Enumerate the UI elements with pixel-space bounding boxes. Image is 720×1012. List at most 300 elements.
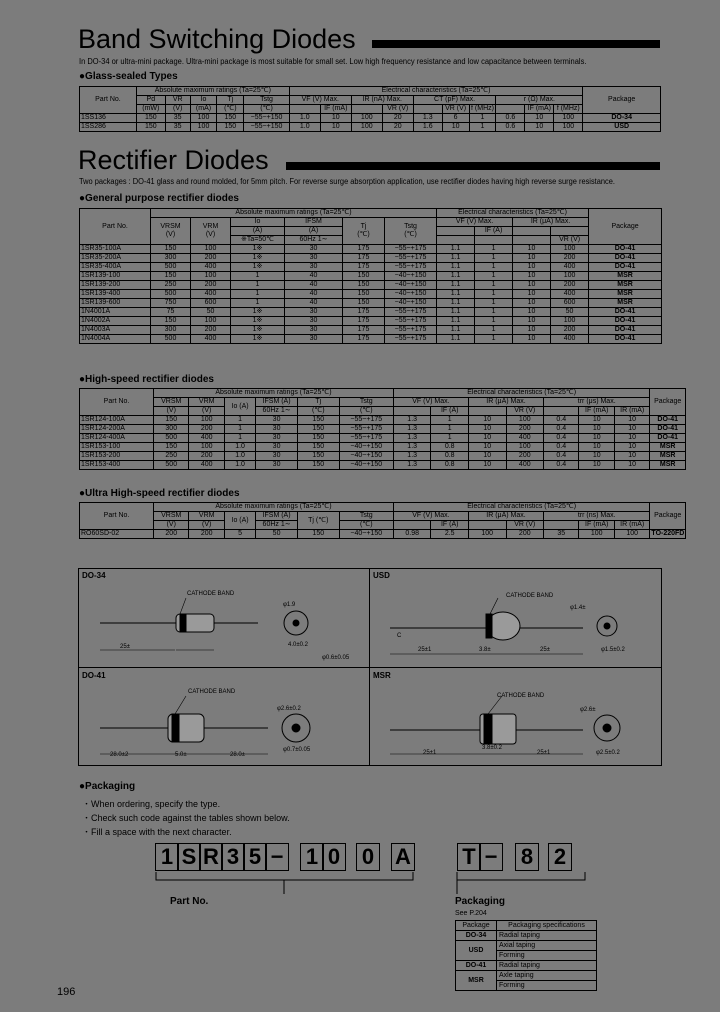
- table-row: [80, 123, 661, 132]
- table-cell: 100: [579, 530, 614, 539]
- table-cell: 1.0: [289, 114, 320, 123]
- code-char: A: [391, 843, 415, 871]
- do34-dim-1: φ1.9: [283, 602, 296, 608]
- table-cell: 150: [343, 281, 385, 290]
- uhs-table: [79, 502, 686, 539]
- table-cell: 1※: [231, 326, 285, 335]
- table-row: [80, 317, 662, 326]
- band-note: In DO-34 or ultra-mini package. Ultra-mini package is most suitable for small set. Low high frequency resistance and low capacitance between terminals.: [79, 57, 587, 66]
- table-row: [80, 308, 662, 317]
- table-cell: 10: [468, 452, 506, 461]
- table-cell: 1SR124-400A: [80, 434, 154, 443]
- table-cell: 1: [475, 326, 513, 335]
- hs-h-trr-ir: IR (mA): [614, 407, 649, 416]
- packaging-item-2: ・Check such code against the tables shown below.: [82, 813, 290, 823]
- table-cell: 1※: [231, 254, 285, 263]
- code-char: R: [199, 843, 223, 871]
- table-cell: 175: [343, 308, 385, 317]
- table-cell: 1: [475, 272, 513, 281]
- table-cell: 1.0: [224, 443, 255, 452]
- table-cell: 10: [468, 434, 506, 443]
- band-h-io: Io: [190, 96, 217, 105]
- table-cell: 10: [468, 425, 506, 434]
- table-cell: 600: [191, 299, 231, 308]
- table-cell: 10: [513, 317, 551, 326]
- hs-h-vrm-u: (V): [189, 407, 224, 416]
- table-cell: 20: [382, 123, 413, 132]
- code-char: 3: [221, 843, 245, 871]
- table-cell: 300: [151, 326, 191, 335]
- code-char: T: [457, 843, 481, 871]
- hs-h-tj-u: (℃): [297, 407, 339, 416]
- do41-dim-4: 28.0±: [230, 752, 245, 758]
- usd-dim-2: 25±1: [418, 647, 432, 653]
- table-cell: 200: [154, 530, 189, 539]
- table-cell: 100: [551, 245, 589, 254]
- band-h-pkg: Package: [583, 87, 661, 114]
- table-cell: 0.98: [393, 530, 431, 539]
- band-h-r: r (Ω) Max.: [496, 96, 583, 105]
- packaging-item-1: ・When ordering, specify the type.: [82, 799, 221, 809]
- hs-h-tstg-u: (℃): [339, 407, 393, 416]
- table-cell: MSR: [589, 281, 662, 290]
- table-cell: 30: [285, 254, 343, 263]
- uhs-h-vrm-u: (V): [189, 521, 224, 530]
- table-row: [80, 114, 661, 123]
- band-section-title: ●Glass-sealed Types: [79, 71, 178, 82]
- table-cell: 0.4: [544, 443, 579, 452]
- table-cell: 1※: [231, 317, 285, 326]
- gp-h-ifsm-u: (A): [285, 227, 343, 236]
- uhs-h-abs: Absolute maximum ratings (Ta=25℃): [154, 503, 394, 512]
- table-cell: 150: [217, 123, 244, 132]
- table-cell: 1N4004A: [80, 335, 151, 344]
- table-cell: 150: [297, 443, 339, 452]
- code-char: −: [479, 843, 503, 871]
- table-row: [80, 434, 686, 443]
- table-cell: 1: [475, 281, 513, 290]
- table-cell: 100: [190, 123, 217, 132]
- table-cell: 10: [614, 434, 649, 443]
- table-cell: 1: [475, 308, 513, 317]
- table-cell: 6: [442, 114, 469, 123]
- table-cell: 1SS136: [80, 114, 137, 123]
- table-cell: 1SR139-100: [80, 272, 151, 281]
- table-cell: 400: [189, 434, 224, 443]
- usd-cathode-band: [486, 614, 492, 638]
- do34-dim-2: 25±: [120, 644, 130, 650]
- gp-h-vr: VR (V): [551, 236, 589, 245]
- uhs-h-trr: trr (ns) Max.: [544, 512, 650, 521]
- do41-dim-3: 5.0±: [175, 752, 187, 758]
- table-cell: −40~+150: [339, 461, 393, 470]
- band-h-vf-u: IF (mA): [320, 105, 351, 114]
- table-cell: 1※: [231, 263, 285, 272]
- table-cell: −55~+175: [385, 317, 437, 326]
- table-cell: 0.4: [544, 416, 579, 425]
- table-cell: MSR: [650, 452, 686, 461]
- table-cell: 30: [256, 416, 298, 425]
- code-char: 2: [548, 843, 572, 871]
- table-row: [80, 443, 686, 452]
- table-cell: 175: [343, 254, 385, 263]
- table-cell: 175: [343, 326, 385, 335]
- code-char: −: [265, 843, 289, 871]
- table-cell: 600: [551, 299, 589, 308]
- pk-cell: Axial taping: [497, 941, 597, 951]
- table-cell: 1: [475, 290, 513, 299]
- code-char: 0: [322, 843, 346, 871]
- part-no-label: Part No.: [170, 896, 209, 907]
- hs-h-abs: Absolute maximum ratings (Ta=25℃): [154, 389, 394, 398]
- table-cell: USD: [583, 123, 661, 132]
- table-cell: DO-41: [589, 245, 662, 254]
- table-cell: 1.3: [393, 461, 431, 470]
- table-row: [80, 263, 662, 272]
- table-cell: 100: [190, 114, 217, 123]
- table-cell: 400: [506, 461, 544, 470]
- usd-dim-1: φ1.4±: [570, 605, 586, 611]
- table-cell: MSR: [589, 299, 662, 308]
- table-cell: 30: [285, 245, 343, 254]
- do34-dim-4: φ0.6±0.05: [322, 655, 350, 661]
- table-cell: 1SR139-200: [80, 281, 151, 290]
- table-cell: 10: [579, 443, 614, 452]
- table-cell: 150: [343, 272, 385, 281]
- table-cell: 1.0: [224, 452, 255, 461]
- table-cell: 200: [191, 254, 231, 263]
- table-cell: 1N4001A: [80, 308, 151, 317]
- table-cell: 500: [151, 290, 191, 299]
- hs-h-part: Part No.: [80, 389, 154, 416]
- table-cell: 30: [256, 443, 298, 452]
- band-h-vr-u: (V): [165, 105, 190, 114]
- table-cell: 1.6: [413, 123, 442, 132]
- packaging-title: ●Packaging: [79, 781, 136, 792]
- uhs-h-io: Io (A): [224, 512, 255, 530]
- hs-h-vrm: VRM: [189, 398, 224, 407]
- table-cell: 1.3: [393, 452, 431, 461]
- table-cell: 100: [506, 443, 544, 452]
- uhs-h-ir: IR (μA) Max.: [468, 512, 543, 521]
- gp-h-tj: Tj (℃): [343, 218, 385, 245]
- table-cell: 30: [256, 434, 298, 443]
- uhs-h-part: Part No.: [80, 503, 154, 530]
- table-cell: DO-41: [650, 434, 686, 443]
- table-cell: 0.4: [544, 452, 579, 461]
- msr-band-label: CATHODE BAND: [497, 693, 545, 699]
- band-h-ct-u1: VR (V): [442, 105, 469, 114]
- band-title-bar: [372, 40, 660, 48]
- band-table: [79, 86, 661, 132]
- table-cell: 10: [579, 452, 614, 461]
- table-row: [80, 416, 686, 425]
- table-cell: 10: [468, 461, 506, 470]
- table-cell: 40: [285, 290, 343, 299]
- table-cell: 40: [285, 299, 343, 308]
- table-cell: 10: [513, 272, 551, 281]
- band-h-ct: CT (pF) Max.: [413, 96, 496, 105]
- table-cell: DO-41: [589, 308, 662, 317]
- table-cell: 1: [231, 272, 285, 281]
- table-cell: 200: [506, 530, 544, 539]
- table-cell: 1SR124-200A: [80, 425, 154, 434]
- band-h-tj-u: (℃): [217, 105, 244, 114]
- do41-band-label: CATHODE BAND: [188, 689, 236, 695]
- table-cell: 30: [285, 263, 343, 272]
- packaging-label: Packaging: [455, 896, 506, 907]
- table-cell: 10: [513, 308, 551, 317]
- table-cell: DO-41: [650, 425, 686, 434]
- uhs-h-tj: Tj (℃): [297, 512, 339, 530]
- do34-label: DO-34: [82, 571, 106, 580]
- table-cell: 200: [191, 326, 231, 335]
- table-cell: 1.1: [437, 290, 475, 299]
- table-cell: 1: [475, 299, 513, 308]
- table-cell: 1: [475, 245, 513, 254]
- table-cell: −40~+150: [385, 299, 437, 308]
- table-cell: 750: [151, 299, 191, 308]
- see-page: See P.204: [455, 910, 487, 917]
- gp-h-ifsm-c: 60Hz 1∼: [285, 236, 343, 245]
- table-cell: DO-41: [589, 317, 662, 326]
- table-cell: 250: [151, 281, 191, 290]
- table-cell: 0.8: [431, 461, 469, 470]
- table-cell: 400: [189, 461, 224, 470]
- pk-head-spec: Packaging specifications: [497, 921, 597, 931]
- table-cell: 0.4: [544, 434, 579, 443]
- band-h-tstg: Tstg: [244, 96, 289, 105]
- gp-h-vf: VF (V) Max.: [437, 218, 513, 227]
- uhs-h-elec: Electrical characteristics (Ta=25℃): [393, 503, 650, 512]
- table-cell: 100: [506, 416, 544, 425]
- packaging-item-3: ・Fill a space with the next character.: [82, 827, 232, 837]
- table-cell: 150: [343, 290, 385, 299]
- table-cell: 200: [551, 326, 589, 335]
- gp-h-abs: Absolute maximum ratings (Ta=25℃): [151, 209, 437, 218]
- table-cell: 1.1: [437, 263, 475, 272]
- table-cell: 1: [431, 434, 469, 443]
- band-h-vr: VR: [165, 96, 190, 105]
- usd-dim-4: 25±: [540, 647, 550, 653]
- table-cell: 100: [351, 114, 382, 123]
- table-cell: 1SR139-600: [80, 299, 151, 308]
- table-cell: 1: [224, 416, 255, 425]
- rect-note: Two packages : DO-41 glass and round molded, for 5mm pitch. For reverse surge absorption application, use rectifier diodes having high reverse surge resistance.: [79, 177, 615, 186]
- table-cell: −40~+150: [385, 272, 437, 281]
- gp-h-tstg: Tstg (℃): [385, 218, 437, 245]
- msr-cathode-band: [484, 714, 492, 744]
- usd-dim-5: φ1.5±0.2: [601, 647, 625, 653]
- usd-dim-3: 3.8±: [479, 647, 491, 653]
- table-cell: 30: [285, 326, 343, 335]
- table-cell: 250: [154, 452, 189, 461]
- table-cell: 1SR153-100: [80, 443, 154, 452]
- table-cell: DO-41: [589, 263, 662, 272]
- table-cell: −55~+150: [244, 114, 289, 123]
- code-char: 1: [300, 843, 324, 871]
- table-cell: 10: [468, 416, 506, 425]
- table-cell: 200: [189, 425, 224, 434]
- table-cell: 10: [614, 461, 649, 470]
- table-cell: −55~+175: [385, 326, 437, 335]
- table-cell: 10: [513, 290, 551, 299]
- uhs-h-ifsm-c: 60Hz 1∼: [256, 521, 298, 530]
- do41-label: DO-41: [82, 671, 106, 680]
- table-cell: 150: [297, 461, 339, 470]
- gp-h-vrm: VRM (V): [191, 218, 231, 245]
- table-row: [80, 530, 686, 539]
- table-cell: −55~+175: [385, 254, 437, 263]
- table-cell: −55~+175: [385, 308, 437, 317]
- band-h-part: Part No.: [80, 87, 137, 114]
- table-cell: 175: [343, 335, 385, 344]
- table-cell: 300: [151, 254, 191, 263]
- table-cell: 0.6: [496, 114, 525, 123]
- band-h-tj: Tj: [217, 96, 244, 105]
- table-cell: 500: [154, 434, 189, 443]
- table-cell: 1: [431, 416, 469, 425]
- uhs-section-title: ●Ultra High-speed rectifier diodes: [79, 488, 240, 499]
- table-cell: 10: [614, 443, 649, 452]
- hs-h-vrsm: VRSM: [154, 398, 189, 407]
- table-cell: 500: [154, 461, 189, 470]
- table-cell: 100: [551, 317, 589, 326]
- table-cell: 150: [217, 114, 244, 123]
- gp-h-if: IF (A): [475, 227, 513, 236]
- table-cell: 400: [191, 263, 231, 272]
- msr-label: MSR: [373, 671, 391, 680]
- do34-cathode-band: [180, 614, 186, 632]
- gp-section-title: ●General purpose rectifier diodes: [79, 193, 239, 204]
- table-cell: 150: [154, 416, 189, 425]
- rect-title: Rectifier Diodes: [78, 145, 269, 175]
- rect-title-bar: [286, 162, 660, 170]
- table-cell: 10: [525, 123, 554, 132]
- table-cell: 150: [297, 452, 339, 461]
- table-cell: 400: [191, 335, 231, 344]
- table-cell: 150: [297, 416, 339, 425]
- table-cell: 1: [231, 290, 285, 299]
- table-cell: 50: [191, 308, 231, 317]
- gp-h-pkg: Package: [589, 209, 662, 245]
- table-cell: 1SS286: [80, 123, 137, 132]
- table-cell: 10: [614, 452, 649, 461]
- table-cell: 1.0: [224, 461, 255, 470]
- table-cell: 35: [165, 114, 190, 123]
- code-char: 8: [515, 843, 539, 871]
- table-row: [80, 326, 662, 335]
- hs-h-vr: VR (V): [506, 407, 544, 416]
- table-cell: −55~+175: [339, 425, 393, 434]
- table-row: [80, 290, 662, 299]
- table-cell: 1N4003A: [80, 326, 151, 335]
- table-cell: 1.1: [437, 245, 475, 254]
- table-cell: 0.8: [431, 443, 469, 452]
- uhs-h-vf: VF (V) Max.: [393, 512, 468, 521]
- msr-dim-3: 3.8±0.2: [482, 745, 502, 751]
- table-cell: 150: [136, 114, 165, 123]
- table-row: [80, 254, 662, 263]
- uhs-h-trr-if: IF (mA): [579, 521, 614, 530]
- hs-h-elec: Electrical characteristics (Ta=25℃): [393, 389, 650, 398]
- table-cell: 30: [285, 317, 343, 326]
- band-h-ir-u: VR (V): [382, 105, 413, 114]
- table-cell: −40~+150: [339, 443, 393, 452]
- table-cell: 5: [224, 530, 255, 539]
- table-cell: 1: [475, 317, 513, 326]
- table-cell: 100: [191, 245, 231, 254]
- uhs-h-trr-ir: IR (mA): [614, 521, 649, 530]
- table-cell: 100: [554, 114, 583, 123]
- pk-cell: DO-34: [456, 931, 497, 941]
- hs-table: [79, 388, 686, 470]
- code-char: 0: [356, 843, 380, 871]
- table-cell: 1: [475, 335, 513, 344]
- table-cell: 1.3: [393, 416, 431, 425]
- table-cell: 1SR35-400A: [80, 263, 151, 272]
- uhs-h-ifsm: IFSM (A): [256, 512, 298, 521]
- band-h-pd: Pd: [136, 96, 165, 105]
- do34-dim-3: 4.0±0.2: [288, 642, 308, 648]
- table-cell: 10: [614, 416, 649, 425]
- usd-band-label: CATHODE BAND: [506, 593, 554, 599]
- table-cell: 1※: [231, 335, 285, 344]
- table-cell: 0.8: [431, 452, 469, 461]
- table-cell: 10: [579, 425, 614, 434]
- packaging-table: [455, 920, 597, 991]
- hs-h-if: IF (A): [431, 407, 469, 416]
- hs-h-trr-if: IF (mA): [579, 407, 614, 416]
- table-cell: 150: [343, 299, 385, 308]
- table-cell: 1: [475, 254, 513, 263]
- pk-cell: MSR: [456, 971, 497, 991]
- table-cell: 100: [551, 272, 589, 281]
- table-cell: 1※: [231, 245, 285, 254]
- table-cell: −55~+150: [244, 123, 289, 132]
- table-cell: 1.1: [437, 299, 475, 308]
- uhs-h-tstg-u: (℃): [339, 521, 393, 530]
- table-cell: 200: [506, 452, 544, 461]
- package-outline-svg: [78, 568, 661, 765]
- table-cell: −55~+175: [339, 416, 393, 425]
- do41-dim-2: 28.0±2: [110, 752, 129, 758]
- table-cell: 10: [513, 281, 551, 290]
- table-row: [80, 461, 686, 470]
- table-cell: 10: [513, 335, 551, 344]
- table-cell: 35: [544, 530, 579, 539]
- band-h-elec: Electrical characteristics (Ta=25℃): [289, 87, 583, 96]
- hs-h-vf: VF (V) Max.: [393, 398, 468, 407]
- band-h-pd-u: (mW): [136, 105, 165, 114]
- table-cell: 1.3: [393, 425, 431, 434]
- table-cell: −40~+150: [385, 281, 437, 290]
- table-cell: DO-41: [650, 416, 686, 425]
- table-cell: 1: [469, 123, 496, 132]
- table-cell: 10: [579, 461, 614, 470]
- table-cell: 30: [256, 461, 298, 470]
- table-cell: 100: [191, 317, 231, 326]
- table-cell: 0.4: [544, 425, 579, 434]
- table-row: [80, 425, 686, 434]
- pk-cell: Forming: [497, 951, 597, 961]
- table-cell: 400: [551, 290, 589, 299]
- uhs-h-vrsm-u: (V): [154, 521, 189, 530]
- table-cell: 50: [256, 530, 298, 539]
- table-row: [80, 452, 686, 461]
- table-cell: 1SR139-400: [80, 290, 151, 299]
- table-cell: 200: [506, 425, 544, 434]
